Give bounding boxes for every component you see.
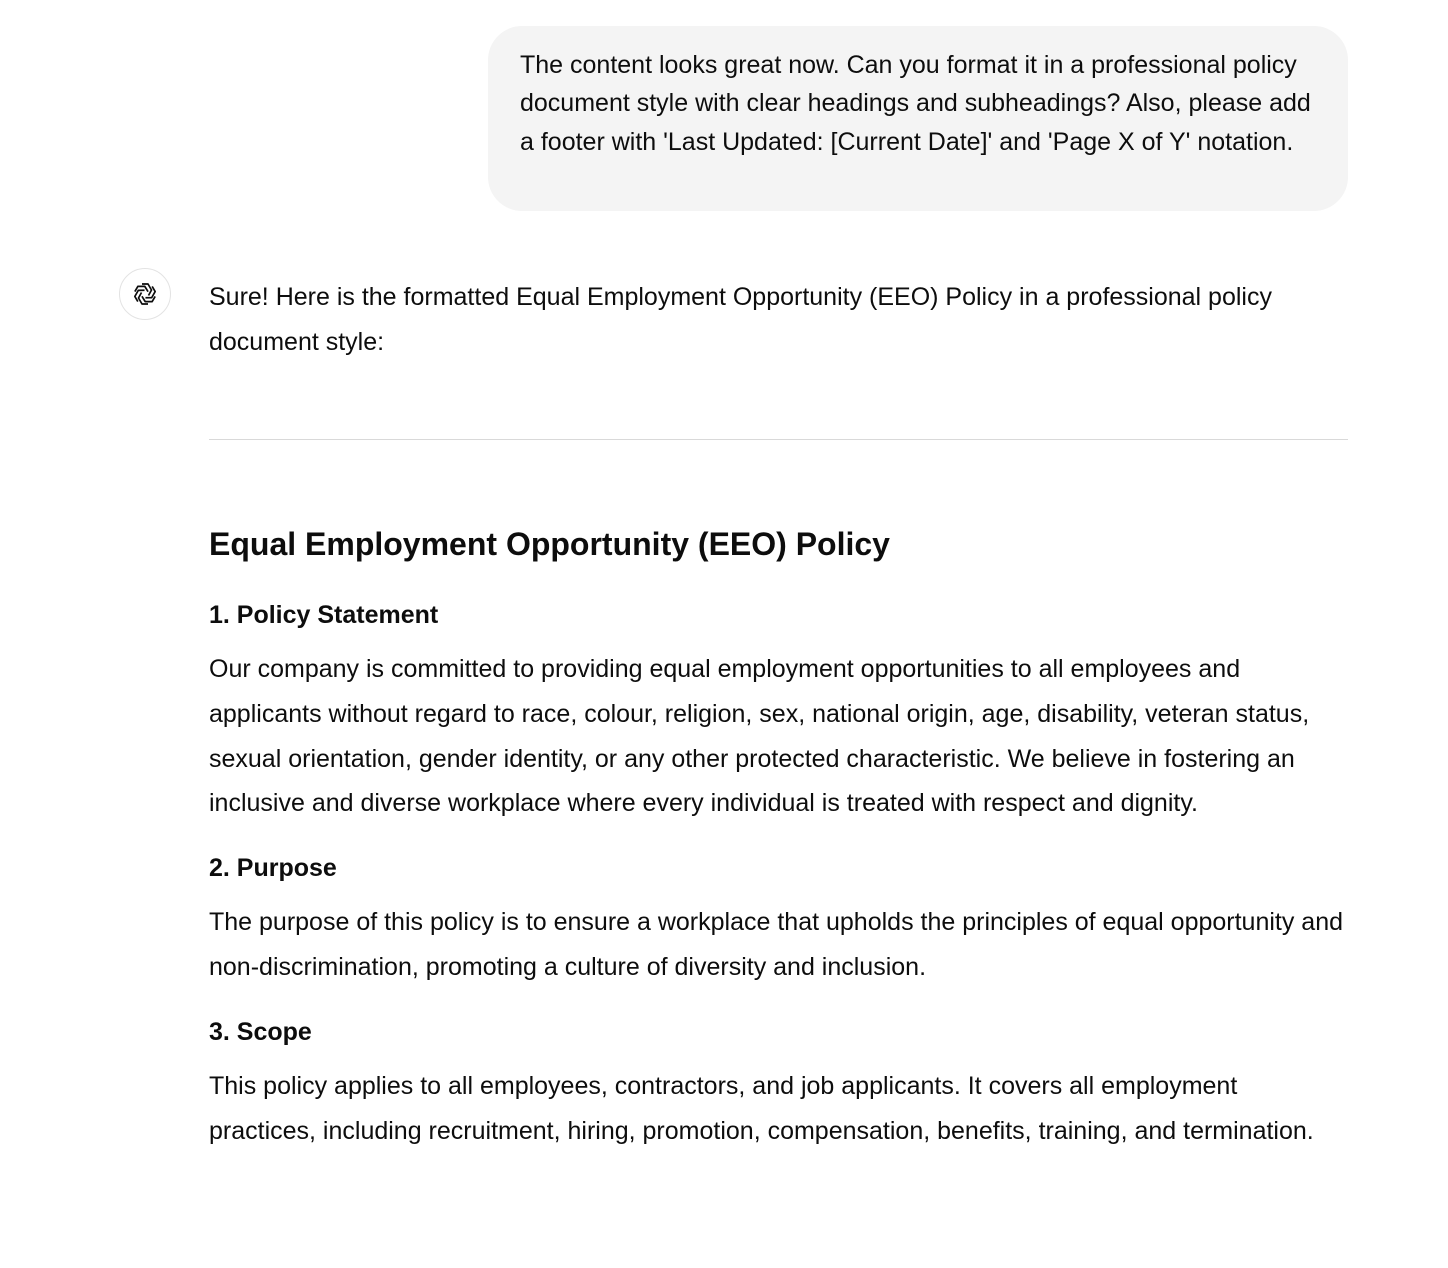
user-message-text: The content looks great now. Can you format it in a professional policy document style with clear headings and subheadings? Also, please add a footer with 'Last Updated: [Current Date]' and 'Page X of Y' notation.	[520, 51, 1311, 156]
user-message-bubble	[488, 26, 1348, 211]
assistant-message	[209, 275, 1348, 1145]
openai-logo-icon	[130, 279, 160, 309]
divider	[209, 439, 1348, 440]
assistant-intro: Sure! Here is the formatted Equal Employment Opportunity (EEO) Policy in a professional policy document style:	[209, 283, 1272, 356]
section-body-policy-statement: Our company is committed to providing equal employment opportunities to all employees and applicants without regard to race, colour, religion, sex, national origin, age, disability, veteran status, sexual orientation, gender identity, or any other protected characteristic. We believe in fostering an inclusive and diverse workplace where every individual is treated with respect and dignity.	[209, 655, 1310, 818]
section-heading-scope: 3. Scope	[209, 1017, 312, 1046]
section-heading-policy-statement: 1. Policy Statement	[209, 601, 439, 629]
assistant-avatar	[119, 268, 171, 320]
document-title: Equal Employment Opportunity (EEO) Policy	[209, 526, 890, 562]
section-body-purpose: The purpose of this policy is to ensure a workplace that upholds the principles of equal opportunity and non-discrimination, promoting a culture of diversity and inclusion.	[209, 908, 1344, 981]
policy-document	[209, 522, 1348, 1153]
section-body-scope: This policy applies to all employees, contractors, and job applicants. It covers all employment practices, including recruitment, hiring, promotion, compensation, benefits, training, and termination.	[209, 1071, 1314, 1145]
section-heading-purpose: 2. Purpose	[209, 854, 337, 883]
